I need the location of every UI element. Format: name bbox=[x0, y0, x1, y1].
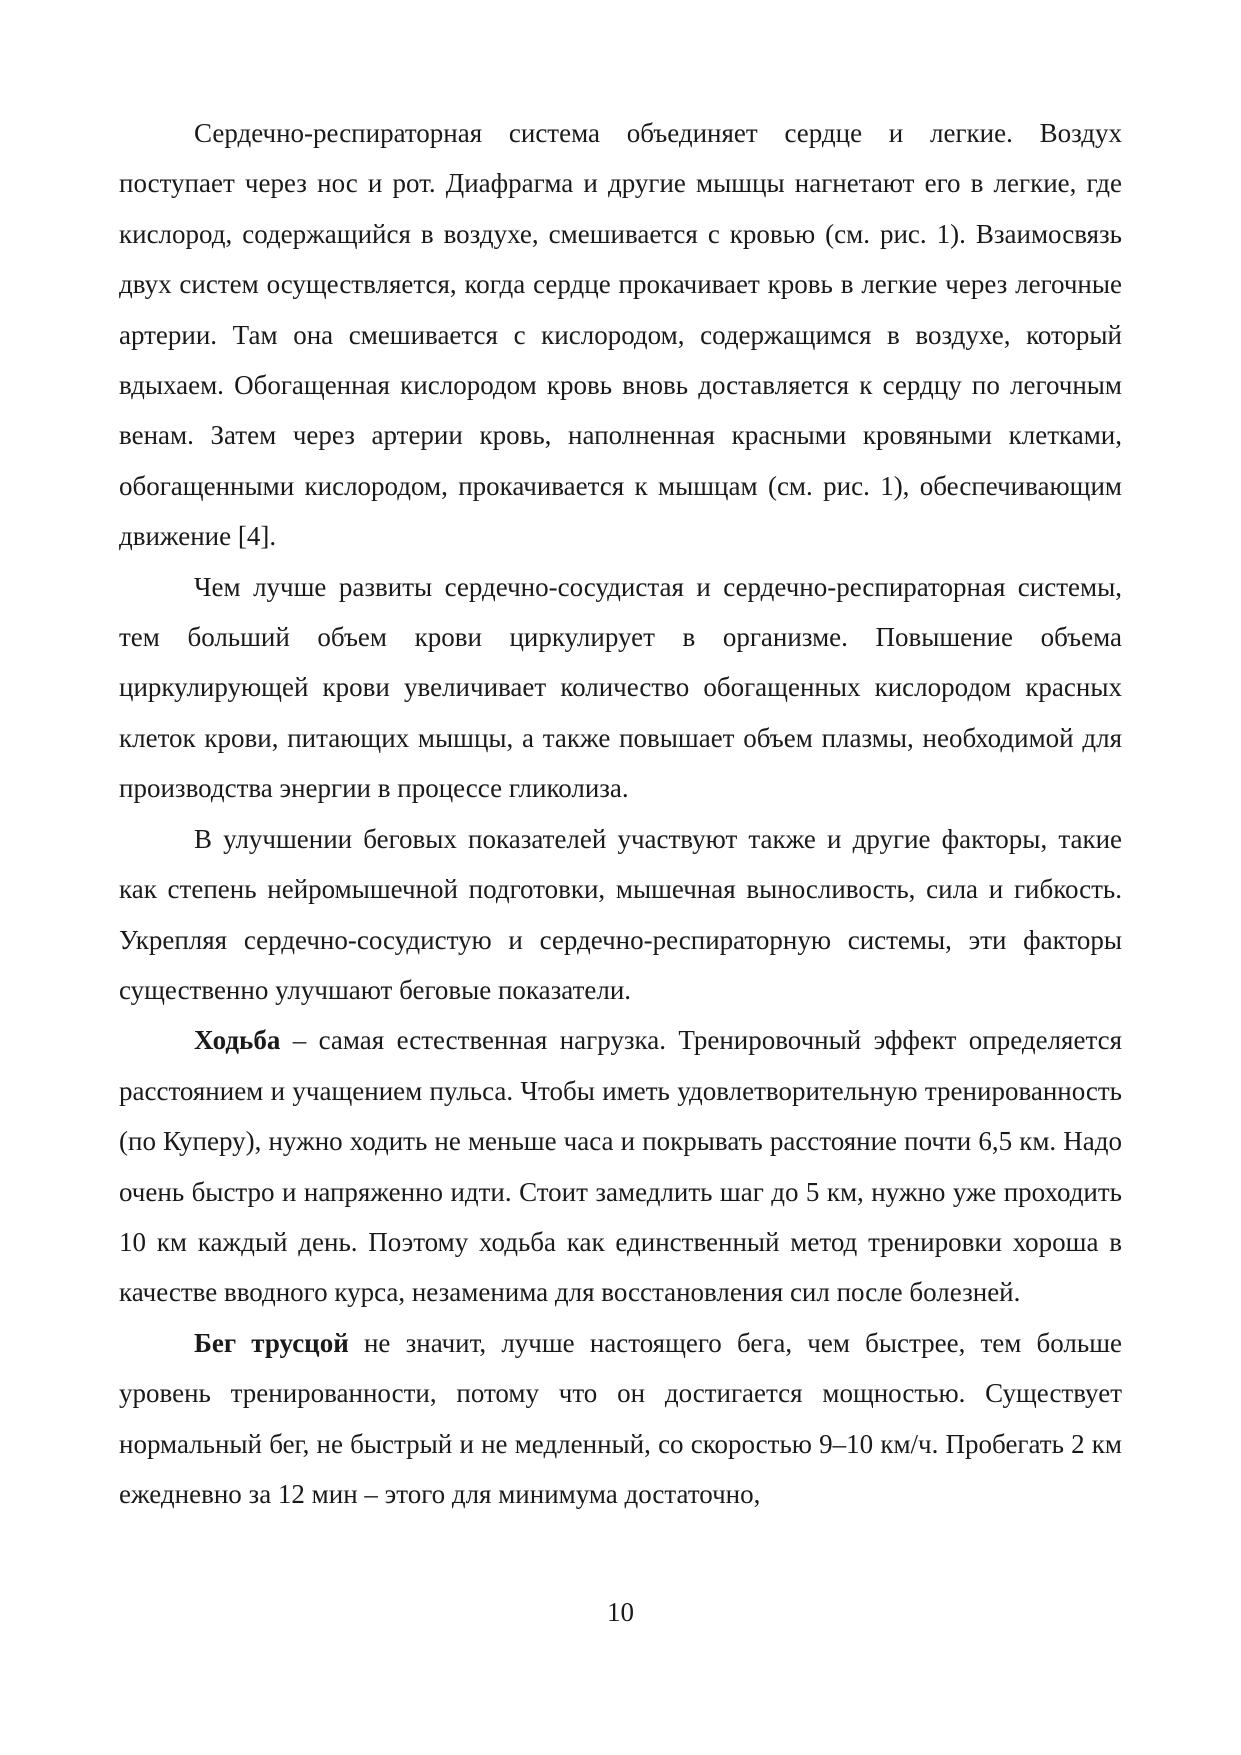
paragraph-text: Сердечно-респираторная система объединяет сердце и легкие. Воздух поступает через нос и рот. Диафрагма и другие мышцы нагнетают его в легкие, где кислород, содержащийся в воздухе, смешивается с кровью (см. рис. 1). Взаимосвязь двух систем осуществляется, когда сердце прокачивает кровь в легкие через легочные артерии. Там она смешивается с кислородом, содержащимся в воздухе, который вдыхаем. Обогащенная кислородом кровь вновь доставляется к сердцу по легочным венам. Затем через артерии кровь, наполненная красными кровяными клетками, обогащенными кислородом, прокачивается к мышцам (см. рис. 1), обеспечивающим движение [4]. bbox=[119, 118, 1122, 552]
paragraph-text: В улучшении беговых показателей участвуют также и другие факторы, такие как степень нейромышечной подготовки, мышечная выносливость, сила и гибкость. Укрепляя сердечно-сосудистую и сердечно-респираторную системы, эти факторы существенно улучшают беговые показатели. bbox=[119, 823, 1122, 1005]
paragraph-jogging bbox=[119, 1318, 1122, 1520]
paragraph-lead-walking: Ходьба bbox=[194, 1025, 281, 1056]
page-number: 10 bbox=[607, 1597, 634, 1627]
page-body bbox=[119, 108, 1122, 1519]
paragraph-walking bbox=[119, 1015, 1122, 1317]
paragraph-cardio-respiratory-system bbox=[119, 108, 1122, 562]
paragraph-text: Чем лучше развиты сердечно-сосудистая и сердечно-респираторная системы, тем больший объем крови циркулирует в организме. Повышение объема циркулирующей крови увеличивает количество обогащенных кислородом красных клеток крови, питающих мышцы, а также повышает объем плазмы, необходимой для производства энергии в процессе гликолиза. bbox=[119, 571, 1122, 804]
paragraph-text: не значит, лучше настоящего бега, чем быстрее, тем больше уровень тренированности, потому что он достигается мощностью. Существует нормальный бег, не быстрый и не медленный, со скоростью 9–10 км/ч. Пробегать 2 км ежедневно за 12 мин – этого для минимума достаточно, bbox=[119, 1327, 1122, 1509]
paragraph-other-factors bbox=[119, 814, 1122, 1016]
paragraph-text: – самая естественная нагрузка. Тренировочный эффект определяется расстоянием и учащением пульса. Чтобы иметь удовлетворительную тренированность (по Куперу), нужно ходить не меньше часа и покрывать расстояние почти 6,5 км. Надо очень быстро и напряженно идти. Стоит замедлить шаг до 5 км, нужно уже проходить 10 км каждый день. Поэтому ходьба как единственный метод тренировки хороша в качестве вводного курса, незаменима для восстановления сил после болезней. bbox=[119, 1025, 1122, 1308]
paragraph-lead-jogging: Бег трусцой bbox=[194, 1327, 349, 1358]
paragraph-circulation-volume bbox=[119, 562, 1122, 814]
